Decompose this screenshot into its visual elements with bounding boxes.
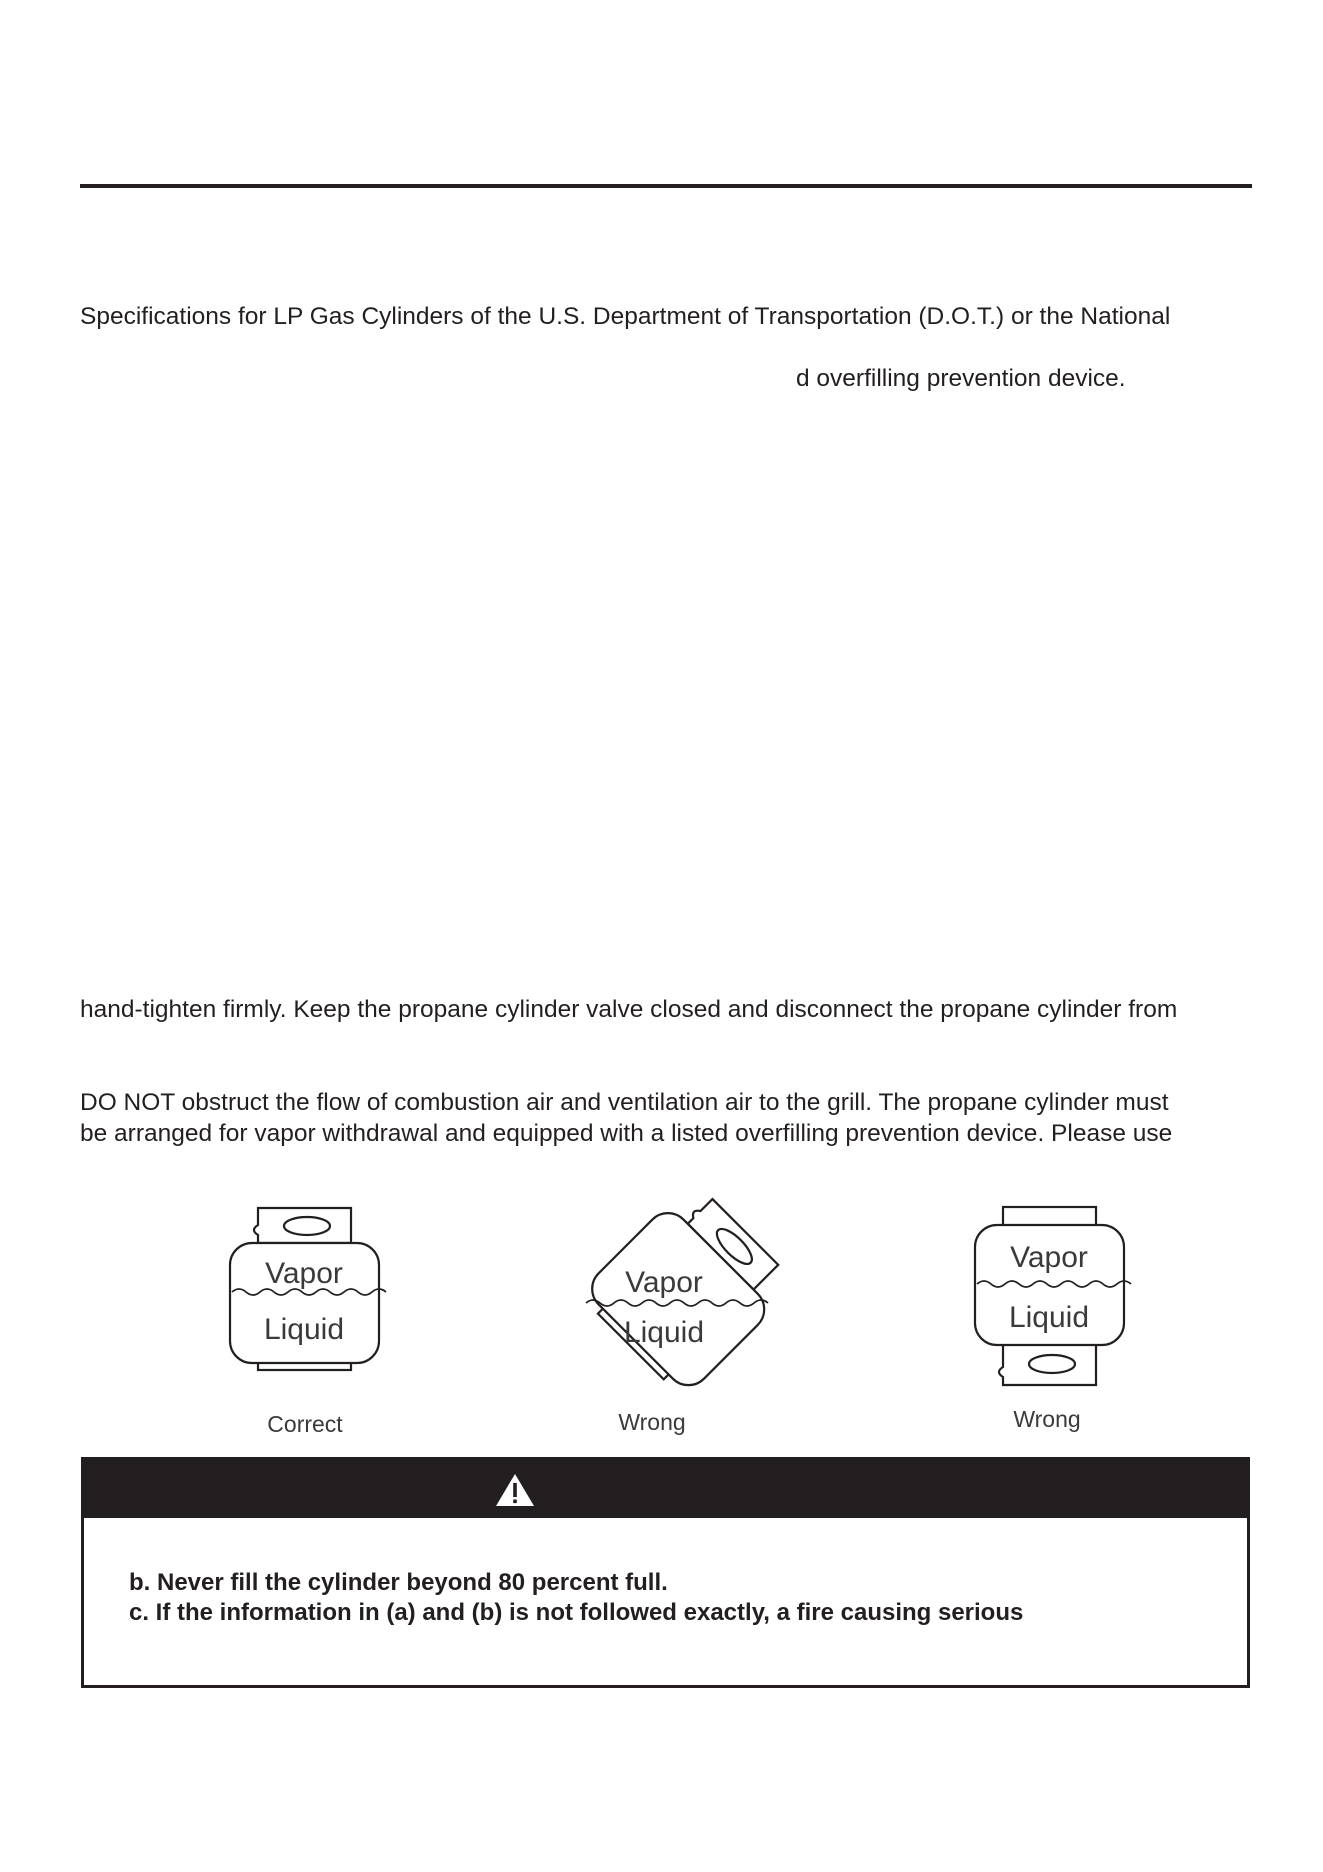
vapor-label: Vapor	[625, 1266, 703, 1299]
vapor-label: Vapor	[265, 1257, 343, 1290]
warning-box	[81, 1457, 1250, 1688]
vapor-label: Vapor	[1010, 1241, 1088, 1274]
body-line-2: d overfilling prevention device.	[796, 365, 1126, 392]
liquid-label: Liquid	[263, 1313, 345, 1346]
cylinder-tilted-figure	[570, 1195, 780, 1405]
warning-triangle-icon	[494, 1472, 536, 1508]
cylinder-inverted-figure	[965, 1200, 1135, 1390]
warning-line-c: c. If the information in (a) and (b) is not followed exactly, a fire causing serious	[129, 1599, 1024, 1626]
body-line-5: be arranged for vapor withdrawal and equipped with a listed overfilling prevention device. Please use	[80, 1120, 1173, 1147]
body-line-4: DO NOT obstruct the flow of combustion air and ventilation air to the grill. The propane cylinder must	[80, 1089, 1169, 1116]
cylinder-upright-figure	[220, 1200, 390, 1390]
liquid-label: Liquid	[1008, 1301, 1090, 1334]
figure-caption-wrong-tilted: Wrong	[618, 1409, 686, 1435]
body-line-1: Specifications for LP Gas Cylinders of the U.S. Department of Transportation (D.O.T.) or the National	[80, 303, 1171, 330]
header-rule	[80, 184, 1252, 188]
figure-caption-wrong-inverted: Wrong	[1013, 1406, 1081, 1432]
liquid-label: Liquid	[623, 1316, 705, 1349]
figure-caption-correct: Correct	[267, 1411, 343, 1437]
warning-header	[84, 1460, 1247, 1518]
warning-line-b: b. Never fill the cylinder beyond 80 percent full.	[129, 1569, 668, 1596]
body-line-3: hand-tighten firmly. Keep the propane cylinder valve closed and disconnect the propane cylinder from	[80, 996, 1178, 1023]
